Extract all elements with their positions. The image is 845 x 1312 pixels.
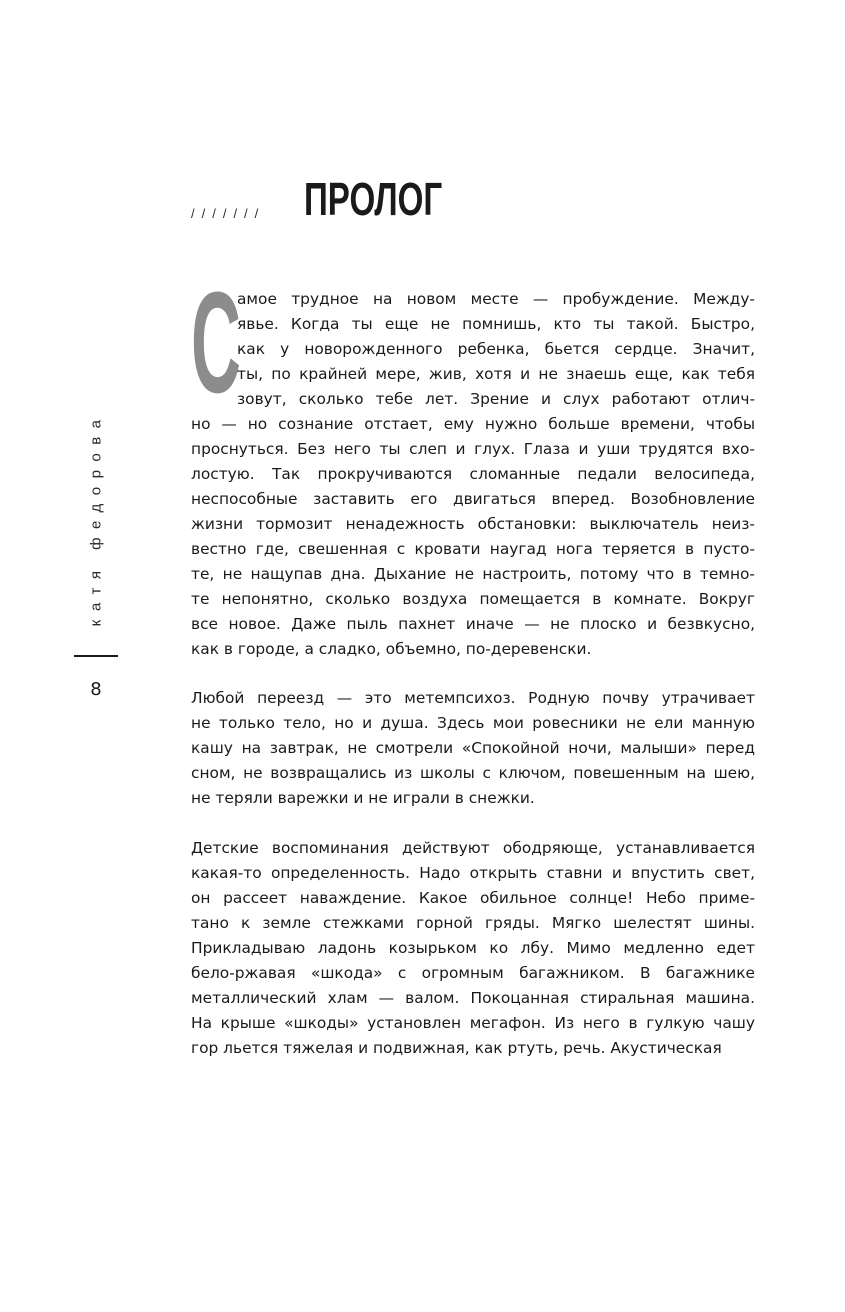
text-line: На крыше «шкоды» установлен мегафон. Из него в гулкую чашу: [191, 1014, 755, 1032]
text-line: не теряли варежки и не играли в снежки.: [191, 789, 535, 807]
chapter-title: ПРОЛОГ: [304, 173, 443, 225]
text-line: какая-то определенность. Надо открыть ставни и впустить свет,: [191, 864, 755, 882]
page-number-rule: [74, 655, 118, 657]
paragraph-3: [191, 836, 755, 1061]
paragraph-2: [191, 686, 755, 811]
author-name: катя федорова: [87, 411, 105, 627]
text-line: тано к земле стежками горной гряды. Мягко шелестят шины.: [191, 914, 755, 932]
page-number: 8: [90, 679, 102, 700]
text-line: зовут, сколько тебе лет. Зрение и слух работают отлич-: [237, 390, 755, 408]
text-line: вестно где, свешенная с кровати наугад нога теряется в пусто-: [191, 540, 755, 558]
text-line: металлический хлам — валом. Покоцанная стиральная машина.: [191, 989, 755, 1007]
text-line: как у новорожденного ребенка, бьется сердце. Значит,: [237, 340, 755, 358]
text-line: лостую. Так прокручиваются сломанные педали велосипеда,: [191, 465, 755, 483]
text-line: явье. Когда ты еще не помнишь, кто ты такой. Быстро,: [237, 315, 755, 333]
paragraph-1: [191, 287, 755, 662]
text-line: проснуться. Без него ты слеп и глух. Глаза и уши трудятся вхо-: [191, 440, 755, 458]
text-line: как в городе, а сладко, объемно, по-деревенски.: [191, 640, 592, 658]
text-line: те, не нащупав дна. Дыхание не настроить, потому что в темно-: [191, 565, 755, 583]
text-line: Прикладываю ладонь козырьком ко лбу. Мимо медленно едет: [191, 939, 755, 957]
heading-slashes-ornament: ///////: [191, 206, 266, 221]
text-line: жизни тормозит ненадежность обстановки: выключатель неиз-: [191, 515, 755, 533]
text-line: сном, не возвращались из школы с ключом, повешенным на шею,: [191, 764, 755, 782]
text-line: Детские воспоминания действуют ободряюще, устанавливается: [191, 839, 755, 857]
text-line: не только тело, но и душа. Здесь мои ровесники не ели манную: [191, 714, 755, 732]
text-line: но — но сознание отстает, ему нужно больше времени, чтобы: [191, 415, 755, 433]
drop-cap-letter: С: [191, 282, 241, 404]
text-line: неспособные заставить его двигаться вперед. Возобновление: [191, 490, 755, 508]
text-line: кашу на завтрак, не смотрели «Спокойной ночи, малыши» перед: [191, 739, 755, 757]
text-line: он рассеет наваждение. Какое обильное солнце! Небо приме-: [191, 889, 755, 907]
text-line: все новое. Даже пыль пахнет иначе — не плоско и безвкусно,: [191, 615, 755, 633]
text-line: те непонятно, сколько воздуха помещается в комнате. Вокруг: [191, 590, 755, 608]
text-line: бело-ржавая «шкода» с огромным багажником. В багажнике: [191, 964, 755, 982]
text-line: амое трудное на новом месте — пробуждение. Между-: [237, 290, 755, 308]
running-head-author: [84, 407, 108, 631]
text-line: гор льется тяжелая и подвижная, как ртуть, речь. Акустическая: [191, 1039, 722, 1057]
text-line: ты, по крайней мере, жив, хотя и не знаешь еще, как тебя: [237, 365, 755, 383]
text-line: Любой переезд — это метемпсихоз. Родную почву утрачивает: [191, 689, 755, 707]
